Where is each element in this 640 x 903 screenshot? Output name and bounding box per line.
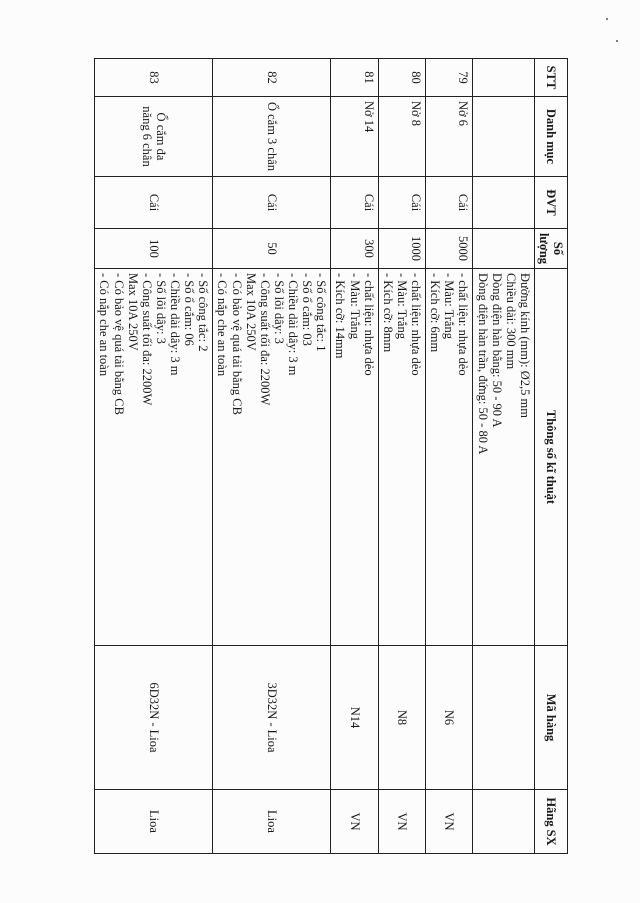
cell-name: Ổ cắm 3 chân (213, 97, 331, 177)
cell-stt: 79 (426, 59, 473, 97)
cell-maker: VN (331, 790, 378, 854)
table-row (426, 59, 473, 854)
cell-unit: Cái (331, 177, 378, 229)
cell-code: N14 (331, 646, 378, 790)
cell-unit (473, 177, 535, 229)
cell-code (473, 646, 535, 790)
cell-name: Nở 6 (426, 97, 473, 177)
spec-line: - Số công tắc: 2 (196, 273, 211, 352)
cell-specs (473, 269, 535, 646)
spec-line: Chiều dài: 300 mm (503, 273, 518, 370)
spec-line: - chất liệu: nhựa dẻo (409, 273, 424, 376)
cell-unit: Cái (95, 177, 213, 229)
spec-line: - Số lõi dây: 3 (154, 273, 168, 344)
header-stt: STT (535, 59, 568, 97)
cell-name: Nở 8 (378, 97, 425, 177)
spec-line: Dòng điện hàn trần, đứng: 50 - 80 A (475, 273, 490, 455)
cell-stt: 80 (378, 59, 425, 97)
spec-line: - chất liệu: nhựa dẻo (456, 273, 471, 376)
cell-qty: 1000 (378, 229, 425, 269)
spec-line: Đường kính (mm): Ø2,5 mm (518, 273, 532, 418)
cell-maker: Lioa (95, 790, 213, 854)
cell-specs (378, 269, 425, 646)
header-danh-muc: Danh mục (535, 97, 568, 177)
cell-specs (426, 269, 473, 646)
spec-line: - Số công tắc: 1 (314, 273, 329, 352)
cell-stt (473, 59, 535, 97)
cell-unit: Cái (426, 177, 473, 229)
cell-qty: 300 (331, 229, 378, 269)
spec-line: - Có nắp che an toàn (215, 273, 230, 377)
cell-maker (473, 790, 535, 854)
cell-unit: Cái (378, 177, 425, 229)
spec-line: Max 10A 250V (243, 273, 258, 351)
cell-maker: VN (378, 790, 425, 854)
cell-code: 3D32N - Lioa (213, 646, 331, 790)
spec-line: - Có nắp che an toàn (97, 273, 112, 377)
table-row (378, 59, 425, 854)
spec-line: - Màu: Trắng (347, 273, 362, 339)
cell-unit: Cái (213, 177, 331, 229)
header-so-luong: Số lượng (535, 229, 568, 269)
cell-maker: Lioa (213, 790, 331, 854)
cell-stt: 82 (213, 59, 331, 97)
cell-code: N6 (426, 646, 473, 790)
cell-qty: 50 (213, 229, 331, 269)
spec-line: Max 10A 250V (125, 273, 140, 351)
header-dvt: ĐVT (535, 177, 568, 229)
spec-line: - Chiều dài dây: 3 m (168, 273, 183, 376)
spec-line: - Kích cỡ: 8mm (380, 273, 395, 353)
cell-specs (213, 269, 331, 646)
cell-stt: 83 (95, 59, 213, 97)
table-row (331, 59, 378, 854)
spec-line: - Số ổ cắm: 03 (300, 273, 315, 346)
cell-name (473, 97, 535, 177)
cell-qty (473, 229, 535, 269)
table-row-continuation (473, 59, 535, 854)
spec-line: - Có bảo vệ quá tải bằng CB (229, 273, 244, 415)
table-row (213, 59, 331, 854)
cell-code: 6D32N - Lioa (95, 646, 213, 790)
header-thong-so: Thông số kĩ thuật (535, 269, 568, 646)
cell-code: N8 (378, 646, 425, 790)
cell-maker: VN (426, 790, 473, 854)
header-row (535, 59, 568, 854)
cell-specs (331, 269, 378, 646)
spec-line: - Kích cỡ: 6mm (428, 273, 443, 353)
spec-line: - chất liệu: nhựa dẻo (361, 273, 376, 376)
spec-table (94, 58, 568, 854)
spec-line: - Màu: Trắng (442, 273, 457, 339)
cell-qty: 5000 (426, 229, 473, 269)
cell-qty: 100 (95, 229, 213, 269)
spec-line: - Số lõi dây: 3 (272, 273, 286, 344)
cell-specs (95, 269, 213, 646)
spec-line: - Có bảo vệ quá tải bằng CB (111, 273, 126, 415)
header-ma-hang: Mã hàng (535, 646, 568, 790)
spec-line: - Chiều dài dây: 3 m (286, 273, 301, 376)
cell-stt: 81 (331, 59, 378, 97)
spec-line: - Số ổ cắm: 06 (182, 273, 197, 346)
spec-line: Dòng điện hàn bằng: 50 - 90 A (489, 273, 504, 428)
header-hang-sx: Hãng SX (535, 790, 568, 854)
cell-name: Ổ cắm đa năng 6 chân (95, 97, 213, 177)
table-row (95, 59, 213, 854)
spec-line: - Màu: Trắng (395, 273, 409, 339)
spec-line: - Công suất tối đa: 2200W (139, 273, 154, 406)
spec-line: - Công suất tối đa: 2200W (257, 273, 272, 406)
spec-line: - Kích cỡ: 14mm (333, 273, 348, 359)
cell-name: Nở 14 (331, 97, 378, 177)
